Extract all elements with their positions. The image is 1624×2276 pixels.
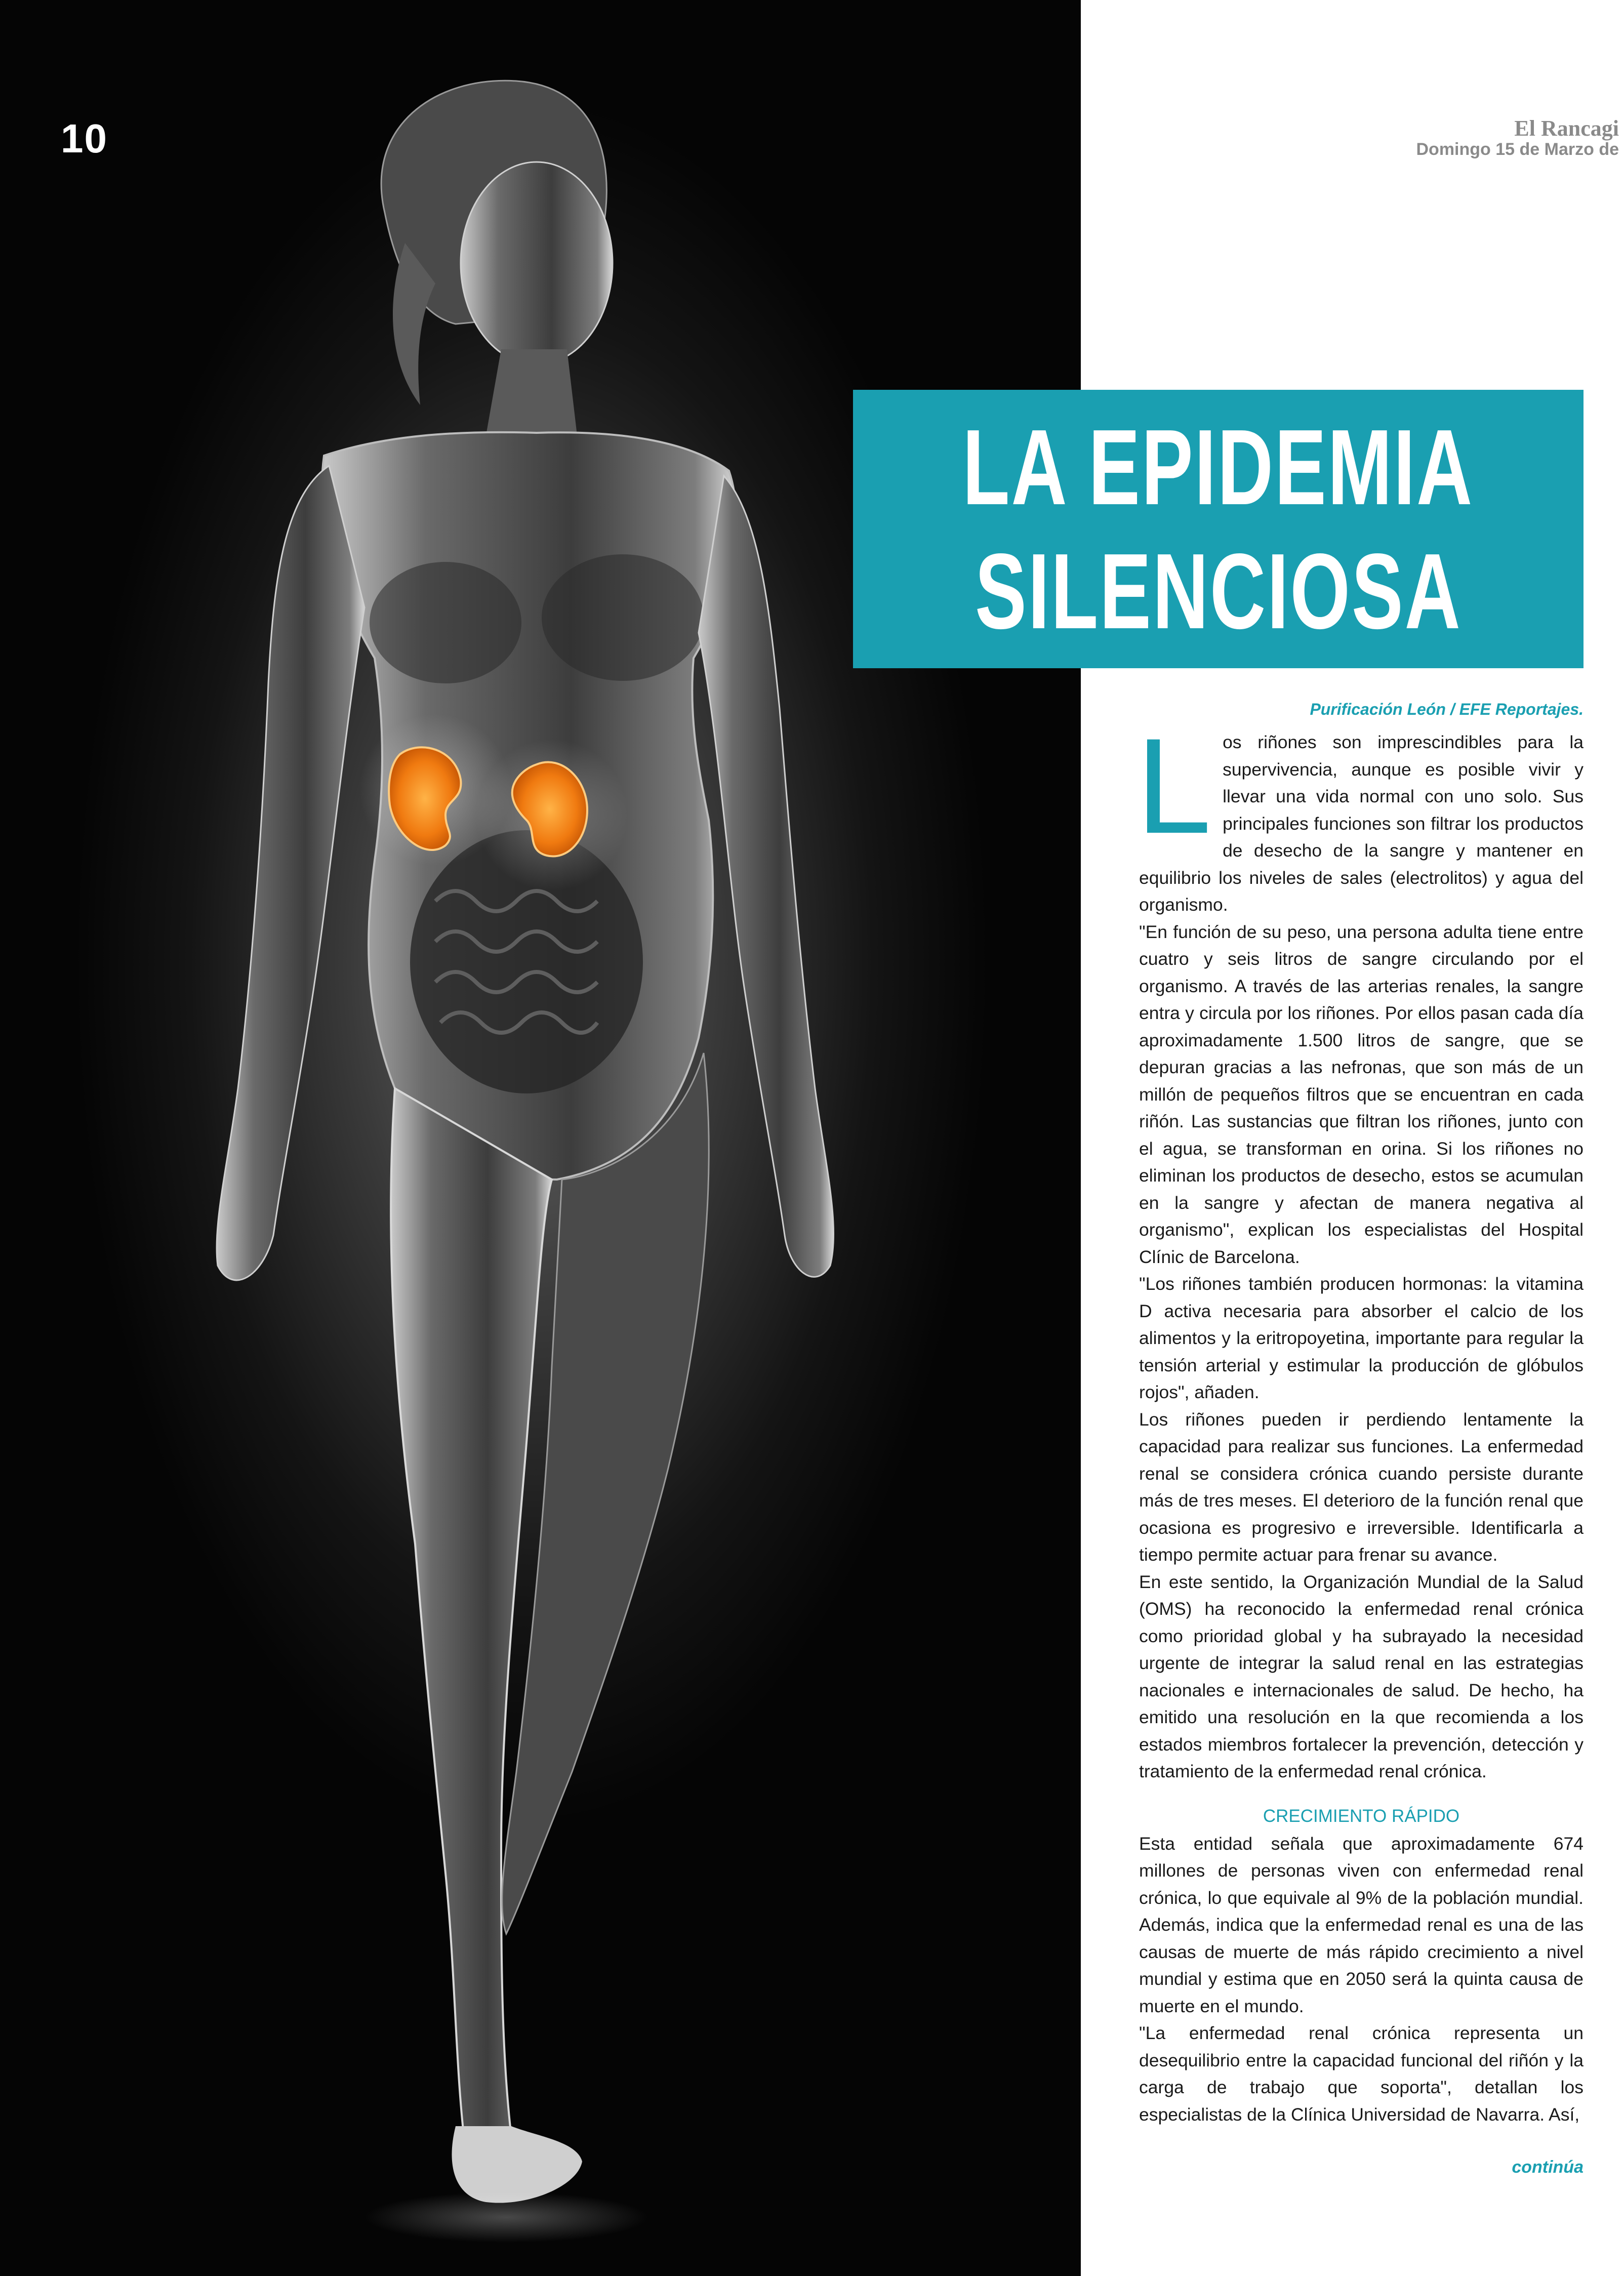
publication-date: Domingo 15 de Marzo de (1416, 140, 1619, 159)
article-title-box (853, 390, 1584, 668)
paragraph: Los riñones pueden ir perdiendo lentamente la capacidad para realizar sus funciones. La enfermedad renal se considera crónica cuando persiste durante más de tres meses. El deterioro de la función renal que ocasiona es progresivo e irreversible. Identificarla a tiempo permite actuar para frenar su avance. (1139, 1409, 1584, 1565)
section-subheading: CRECIMIENTO RÁPIDO (1263, 1806, 1460, 1826)
page-number: 10 (61, 116, 108, 161)
article-title-line-2: SILENCIOSA (975, 531, 1462, 651)
publication-name: El Rancagi (1514, 116, 1619, 141)
paragraph: "La enfermedad renal crónica representa un desequilibrio entre la capacidad funcional del riñón y la carga de trabajo que soporta", detallan los especialistas de la Clínica Universidad de Navarra. Así, (1139, 2023, 1584, 2125)
masthead (1416, 117, 1619, 159)
article-byline: Purificación León / EFE Reportajes. (1310, 700, 1584, 718)
paragraph: os riñones son imprescindibles para la supervivencia, aunque es posible vivir y llevar una vida normal con uno solo. Sus principales funciones son filtrar los productos de desecho de la sangre y mantener en equilibrio los niveles de sales (electrolitos) y agua del organismo. (1139, 732, 1584, 915)
drop-cap: L (1136, 710, 1212, 862)
article-title-line-1: LA EPIDEMIA (962, 407, 1474, 527)
article-body (1136, 710, 1584, 2128)
paragraph: En este sentido, la Organización Mundial de la Salud (OMS) ha reconocido la enfermedad renal crónica como prioridad global y ha subrayado la necesidad urgente de integrar la salud renal en las estrategias nacionales e internacionales de salud. De hecho, ha emitido una resolución en la que recomienda a los estados miembros fortalecer la prevención, detección y tratamiento de la enfermedad renal crónica. (1139, 1571, 1584, 1781)
paragraph: "En función de su peso, una persona adulta tiene entre cuatro y seis litros de sangre circulando por el organismo. A través de las arterias renales, la sangre entra y circula por los riñones. Por ellos pasan cada día aproximadamente 1.500 litros de sangre, que se depuran gracias a las nefronas, que son más de un millón de pequeños filtros que se encuentran en cada riñón. Las sustancias que filtran los riñones, junto con el agua, se transforman en orina. Si los riñones no eliminan los productos de desecho, estos se acumulan en la sangre y afectan de manera negativa al organismo", explican los especialistas del Hospital Clínic de Barcelona. (1139, 921, 1584, 1267)
continues-label: continúa (1512, 2158, 1584, 2177)
paragraph: "Los riñones también producen hormonas: la vitamina D activa necesaria para absorber el calcio de los alimentos y la eritropoyetina, importante para regular la tensión arterial y estimular la producción de glóbulos rojos", añaden. (1139, 1274, 1584, 1402)
paragraph: Esta entidad señala que aproximadamente 674 millones de personas viven con enfermedad renal crónica, lo que equivale al 9% de la población mundial. Además, indica que la enfermedad renal es una de las causas de muerte de más rápido crecimiento a nivel mundial y estima que en 2050 será la quinta causa de muerte en el mundo. (1139, 1833, 1584, 2016)
